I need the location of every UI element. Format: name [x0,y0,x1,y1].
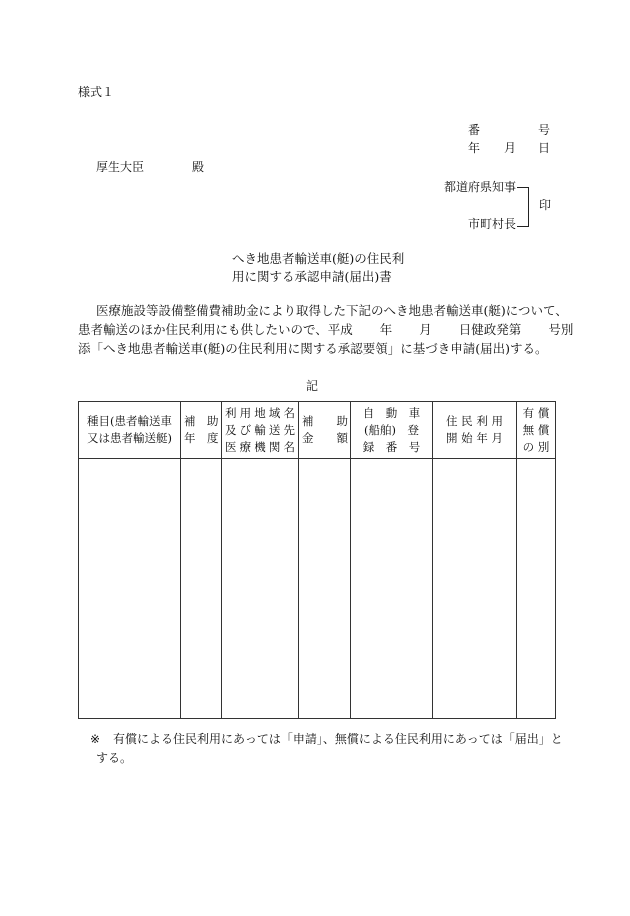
table-row [79,459,556,719]
note-line-2: する。 [96,751,133,765]
number-label: 番 [468,123,481,137]
header-paid-free: 有 償 無 償 の 別 [517,402,556,459]
recipient-honorific: 殿 [192,160,205,174]
document-title-line-1: へき地患者輸送車(艇)の住民利 [232,251,405,266]
table-header-row [79,402,556,459]
header-start-date: 住 民 利 用 開 始 年 月 [433,402,517,459]
cell-paid-free[interactable] [517,459,556,719]
application-table [78,401,556,719]
seal-mark: 印 [539,198,552,212]
body-line-1: 医療施設等設備整備費補助金により取得した下記のへき地患者輸送車(艇)について、 [96,303,568,318]
cell-subsidy-year[interactable] [181,459,222,719]
date-year-label: 年 [468,141,481,155]
cell-registration-number[interactable] [351,459,433,719]
header-registration-number: 自 動 車 (船舶) 登 録 番 号 [351,402,433,459]
body-line-3: 添「へき地患者輸送車(艇)の住民利用に関する承認要領」に基づき申請(届出)する。 [78,341,548,356]
number-suffix: 号 [537,123,550,137]
note-mark: ※ [90,732,101,746]
document-title-line-2: 用に関する承認申請(届出)書 [232,269,392,284]
header-subsidy-amount: 補 助 金 額 [299,402,351,459]
note-line-1: 有償による住民利用にあっては「申請」、無償による住民利用にあっては「届出」と [113,732,563,746]
applicant-governor: 都道府県知事 [444,180,517,194]
header-area-destination: 利用地域名 及び輸送先 医療機関名 [222,402,299,459]
cell-vehicle-type[interactable] [79,459,181,719]
body-line-2 [78,324,573,337]
applicant-bracket [517,187,529,227]
body-number-suffix: 号別 [548,322,574,337]
record-label: 記 [306,379,319,393]
body-month-label: 月 [419,322,432,337]
date-month-label: 月 [504,141,517,155]
body-year-label: 年 [379,322,393,337]
header-vehicle-type: 種目(患者輸送車 又は患者輸送艇) [79,402,181,459]
applicant-mayor: 市町村長 [468,217,517,231]
body-day-notice: 日健政発第 [458,322,522,337]
cell-subsidy-amount[interactable] [299,459,351,719]
cell-area-destination[interactable] [222,459,299,719]
cell-start-date[interactable] [433,459,517,719]
form-label: 様式１ [78,85,115,99]
date-day-label: 日 [537,141,550,155]
header-subsidy-year: 補 助 年 度 [181,402,222,459]
recipient: 厚生大臣 [96,160,145,174]
body-line-2-text: 患者輸送のほか住民利用にも供したいので、平成 [78,322,353,337]
